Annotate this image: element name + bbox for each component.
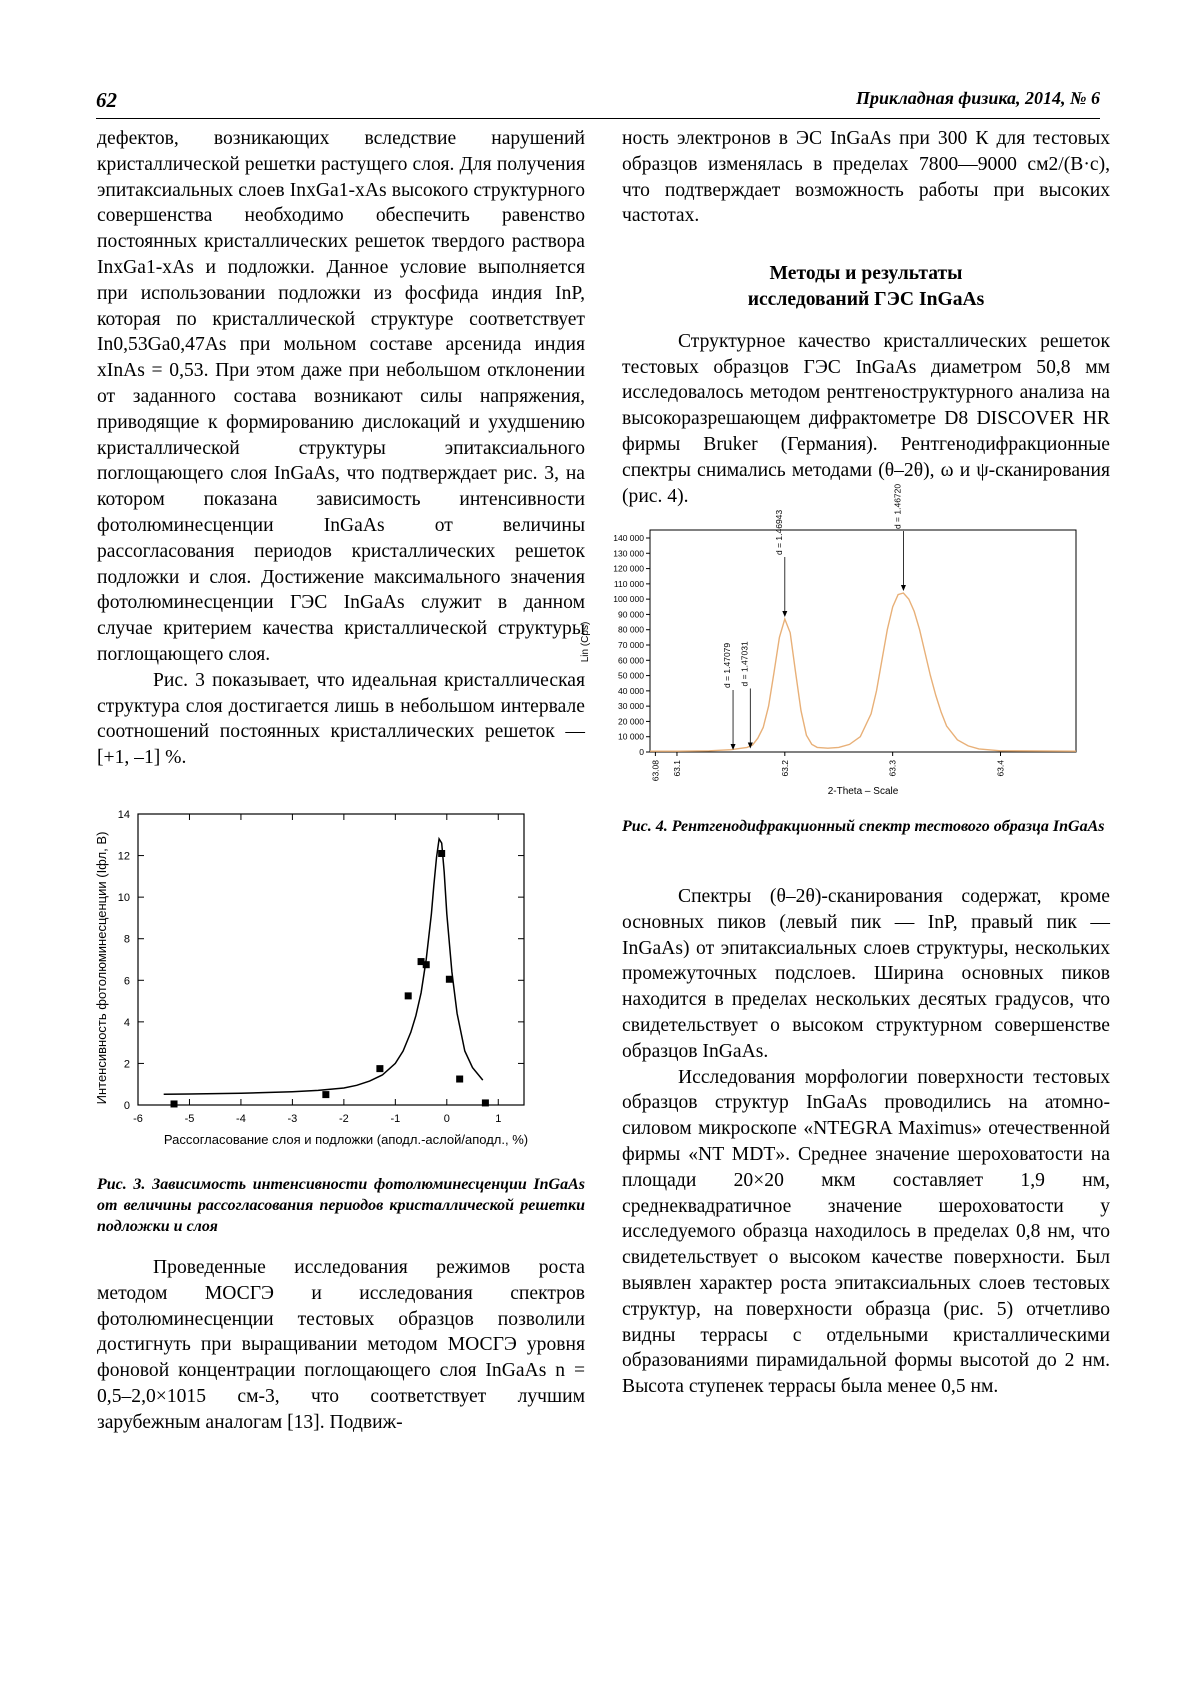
left-paragraph-3: Проведенные исследования режимов роста методом МОСГЭ и исследования спектров фотолюминесценции тестовых образцов позволили достигнуть при выращивании методом МОСГЭ уровня фоновой концентрации поглощающего слоя InGaAs n = 0,5–2,0×1015 см-3, что соответствует лучшим зарубежным аналогам [13]. Подвиж- [97,1257,585,1433]
left-paragraph-2: Рис. 3 показывает, что идеальная кристаллическая структура слоя достигается лишь в небольшом интервале соотношений постоянных кристаллических решеток — [+1, –1] %. [97,669,585,769]
fig3-x-tick-label: -6 [133,1113,143,1125]
fig4-x-tick-label: 63.3 [887,760,898,777]
fig4-y-tick-label: 10 000 [618,731,644,742]
fig4-y-tick-label: 0 [639,747,644,757]
fig3-data-point [438,850,445,857]
fig3-y-tick-label: 14 [117,809,130,821]
fig3-x-tick-label: -4 [236,1113,246,1125]
fig3-y-tick-label: 0 [123,1100,130,1112]
right-paragraph-4: Исследования морфологии поверхности тестовых образцов структур InGaAs проводились на атомно-силовом микроскопе «NTEGRA Maximus» отечественной фирмы «NT MDT». Среднее значение шероховатости на площади 20×20 мкм составляет 1,9 нм, среднеквадратичное значение шероховатости у исследуемого образца находилось в пределах 0,8 нм, что свидетельствует о высоком качестве поверхности. Был выявлен характер роста эпитаксиальных слоев тестовых структур, на поверхности образца (рис. 5) отчетливо видны террасы с отдельными кристаллическими образованиями пирамидальной формы высотой до 2 нм. Высота ступенек террасы была менее 0,5 нм. [622,1066,1110,1398]
fig4-annotation-label: d = 1.46943 [773,509,784,556]
fig4-y-tick-label: 130 000 [613,548,644,559]
fig3-y-tick-label: 8 [123,933,130,946]
fig4-y-tick-label: 70 000 [618,640,644,650]
fig3-data-point [171,1100,178,1107]
fig3-x-tick-label: -1 [390,1113,401,1125]
fig3-y-tick-label: 10 [117,892,130,905]
left-column-bottom [97,1255,585,1436]
fig4-y-tick-label: 100 000 [613,594,644,605]
fig3-data-point [456,1076,463,1083]
fig3-y-tick-label: 4 [123,1016,130,1029]
fig4-y-tick-label: 30 000 [618,701,644,712]
figure-3-caption: Рис. 3. Зависимость интенсивности фотолюминесценции InGaAs от величины рассогласования периодов кристаллической решетки подложки и слоя [97,1176,585,1235]
fig3-y-tick-label: 2 [123,1058,130,1071]
fig3-fit-curve [164,839,483,1094]
fig3-x-tick-label: 0 [443,1113,450,1125]
fig3-data-point [423,961,430,968]
fig4-y-tick-label: 80 000 [618,624,644,635]
fig3-x-axis-label: Рассогласование слоя и подложки (aподл.-aслой/aподл., %) [163,1132,529,1147]
fig3-y-tick-label: 6 [123,975,130,988]
fig4-x-axis-label: 2-Theta – Scale [827,786,899,797]
fig4-y-tick-label: 90 000 [618,609,644,620]
fig4-annotation-label: d = 1.46720 [892,483,903,530]
figure-3-chart [90,800,590,1160]
fig4-arrow-head [782,611,787,617]
fig4-y-tick-label: 40 000 [618,685,644,696]
right-paragraph-3: Спектры (θ–2θ)-сканирования содержат, кроме основных пиков (левый пик — InP, правый пик — InGaAs) от эпитаксиальных слоев структуры, нескольких промежуточных подслоев. Ширина основных пиков находится в пределах нескольких десятых градусов, что свидетельствует о высоком структурном совершенстве образцов InGaAs. [622,886,1110,1062]
left-column-top [97,126,585,786]
fig4-y-tick-label: 140 000 [613,533,644,543]
fig4-x-tick-label: 63.1 [671,760,682,777]
page-number: 62 [96,88,117,112]
fig4-y-tick-label: 120 000 [613,563,644,574]
fig4-y-tick-label: 110 000 [613,578,644,589]
fig4-x-tick-label: 63.4 [995,760,1006,777]
fig3-y-axis-label: Интенсивность фотолюминесценции (Iфл, В) [94,831,109,1105]
fig4-annotation-label: d = 1.47031 [739,641,750,687]
journal-name: Прикладная физика, 2014, № 6 [855,88,1100,108]
fig3-x-tick-label: -5 [184,1113,195,1125]
fig4-x-tick-label: 63.2 [779,760,790,777]
fig3-data-point [376,1065,383,1072]
fig3-x-tick-label: -3 [287,1113,298,1125]
fig3-plot-frame [138,814,524,1105]
right-paragraph-2: Структурное качество кристаллических решеток тестовых образцов ГЭС InGaAs диаметром 50,8 мм исследовалось методом рентгеноструктурного анализа на высокоразрешающем дифрактометре D8 DISCOVER HR фирмы Bruker (Германия). Рентгенодифракционные спектры снимались методами (θ–2θ), ω и ψ-сканирования (рис. 4). [622,330,1110,507]
fig3-x-tick-label: -2 [338,1113,349,1125]
section-heading-line-1: Методы и результаты [769,263,963,285]
left-paragraph-1: дефектов, возникающих вследствие нарушений кристаллической решетки растущего слоя. Для получения эпитаксиальных слоев InxGa1-xAs высокого структурного совершенства необходимо обеспечить равенство постоянных кристаллических решеток твердого раствора InxGa1-xAs и подложки. Данное условие выполняется при использовании подложки из фосфида индия InP, которая по кристаллической структуре соответствует In0,53Ga0,47As при мольном составе арсенида индия xInAs = 0,53. При этом даже при небольшом отклонении от заданного состава возникают силы напряжения, приводящие к формированию дислокаций и ухудшению кристаллической структуры эпитаксиального поглощающего слоя InGaAs, что подтверждает рис. 3, на котором показана зависимость интенсивности фотолюминесценции InGaAs от величины рассогласования периодов кристаллических решеток подложки и слоя. Достижение максимального значения фотолюминесценции ГЭС InGaAs служит в данном случае критерием качества кристаллической структуры поглощающего слоя. [97,128,585,665]
fig4-annotation-label: d = 1.47079 [722,642,733,688]
fig3-y-tick-label: 12 [117,850,130,863]
figure-4-caption: Рис. 4. Рентгенодифракционный спектр тестового образца InGaAs [622,818,1105,835]
fig4-plot-frame [650,530,1076,752]
fig4-x-tick-label: 63.08 [650,760,661,782]
fig3-data-point [322,1091,329,1098]
fig4-arrow-head [901,585,906,591]
fig3-data-point [405,992,412,999]
right-paragraph-1: ность электронов в ЭС InGaAs при 300 К для тестовых образцов изменялась в пределах 7800—9000 см2/(В·с), что подтверждает возможность работы при высоких частотах. [622,128,1110,227]
fig3-x-tick-label: 1 [495,1113,502,1125]
right-column-top [622,126,1110,509]
figure-4-chart [568,483,1088,810]
fig4-y-tick-label: 50 000 [618,670,644,681]
fig3-data-point [482,1099,489,1106]
fig4-y-tick-label: 60 000 [618,655,644,666]
section-heading [622,261,1110,313]
page-header [96,88,1100,119]
right-column-bottom [622,884,1110,1400]
fig4-y-axis-label: Lin (Cps) [580,621,591,663]
fig4-spectrum-line [650,593,1076,751]
section-heading-line-2: исследований ГЭС InGaAs [747,288,985,310]
fig3-data-point [446,976,453,983]
fig4-y-tick-label: 20 000 [618,716,644,727]
